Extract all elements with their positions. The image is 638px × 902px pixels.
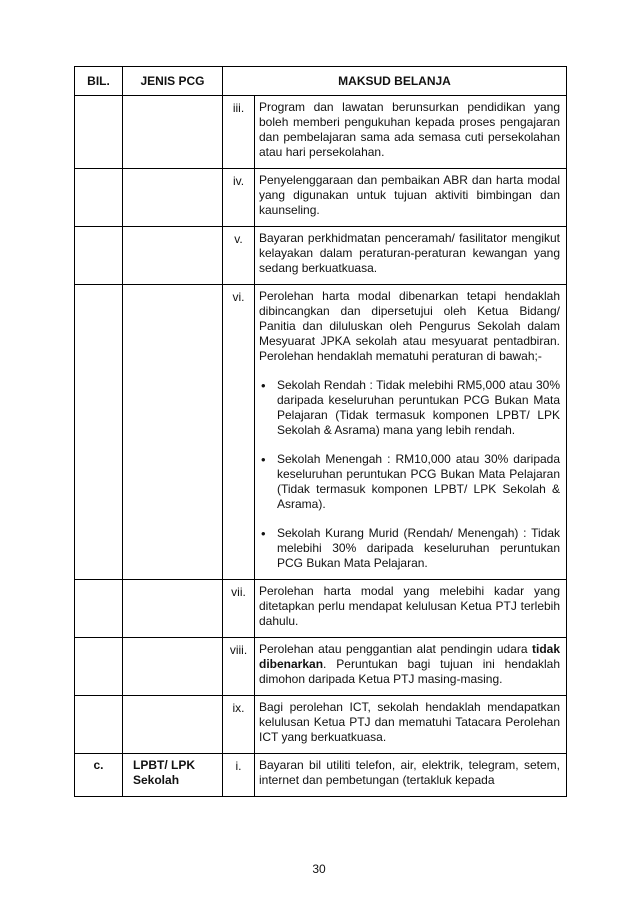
item-text: Program dan lawatan berunsurkan pendidikan yang boleh memberi pengukuhan kepada proses pengajaran dan pembelajaran sama ada semasa cuti persekolahan atau hari persekolahan. xyxy=(255,96,567,169)
empty-cell xyxy=(123,285,223,580)
item-number: i. xyxy=(223,754,255,797)
header-maksud-belanja: MAKSUD BELANJA xyxy=(223,67,567,96)
item-cell xyxy=(255,638,567,696)
table-row xyxy=(75,638,567,696)
table-row xyxy=(75,96,567,169)
item-text: Perolehan harta modal yang melebihi kadar yang ditetapkan perlu mendapat kelulusan Ketua PTJ terlebih dahulu. xyxy=(255,580,567,638)
table-row xyxy=(75,754,567,797)
table-row xyxy=(75,227,567,285)
item-number: v. xyxy=(223,227,255,285)
item-text: Bayaran bil utiliti telefon, air, elektrik, telegram, setem, internet dan pembetungan (tertakluk kepada xyxy=(255,754,567,797)
empty-cell xyxy=(75,285,123,580)
item-text: Penyelenggaraan dan pembaikan ABR dan harta modal yang digunakan untuk tujuan aktiviti bimbingan dan kaunseling. xyxy=(255,169,567,227)
item-text-bold: tidak dibenarkan xyxy=(259,642,561,671)
table-row xyxy=(75,285,567,580)
item-text: Perolehan harta modal dibenarkan tetapi hendaklah dibincangkan dan dipersetujui oleh Ketua Bidang/ Panitia dan diluluskan oleh Pengurus Sekolah dalam Mesyuarat JPKA sekolah atau mesyuarat pentadbiran. Perolehan hendaklah mematuhi peraturan di bawah;- xyxy=(259,289,561,363)
table-row xyxy=(75,696,567,754)
list-item: • Sekolah Kurang Murid (Rendah/ Menengah) : Tidak melebihi 30% daripada keseluruhan peruntukan PCG Bukan Mata Pelajaran. xyxy=(259,526,560,571)
item-number: viii. xyxy=(223,638,255,696)
table-row xyxy=(75,580,567,638)
empty-cell xyxy=(123,580,223,638)
expenditure-table xyxy=(74,66,567,797)
empty-cell xyxy=(123,227,223,285)
row-bil: c. xyxy=(75,754,123,797)
list-item: • Sekolah Rendah : Tidak melebihi RM5,000 atau 30% daripada keseluruhan peruntukan PCG Bukan Mata Pelajaran (Tidak termasuk komponen LPBT/ LPK Sekolah & Asrama) mana yang lebih rendah. xyxy=(259,378,560,438)
item-text-after: . Peruntukan bagi tujuan ini hendaklah dimohon daripada Ketua PTJ masing-masing. xyxy=(259,657,561,686)
item-text: Bayaran perkhidmatan penceramah/ fasilitator mengikut kelayakan dalam peraturan-peraturan kewangan yang sedang berkuatkuasa. xyxy=(255,227,567,285)
item-number: vi. xyxy=(223,285,255,580)
item-text: Bagi perolehan ICT, sekolah hendaklah mendapatkan kelulusan Ketua PTJ dan mematuhi Tatacara Perolehan ICT yang berkuatkuasa. xyxy=(255,696,567,754)
empty-cell xyxy=(123,96,223,169)
item-number: vii. xyxy=(223,580,255,638)
list-item: • Sekolah Menengah : RM10,000 atau 30% daripada keseluruhan peruntukan PCG Bukan Mata Pelajaran (Tidak termasuk komponen LPBT/ LPK Sekolah & Asrama). xyxy=(259,452,560,512)
bullet-list xyxy=(259,378,560,571)
empty-cell xyxy=(75,227,123,285)
row-jenis-pcg: LPBT/ LPK Sekolah xyxy=(123,754,223,797)
empty-cell xyxy=(75,580,123,638)
table-row xyxy=(75,169,567,227)
empty-cell xyxy=(123,696,223,754)
empty-cell xyxy=(75,638,123,696)
empty-cell xyxy=(75,696,123,754)
header-jenis-pcg: JENIS PCG xyxy=(123,67,223,96)
table-header-row xyxy=(75,67,567,96)
empty-cell xyxy=(123,638,223,696)
empty-cell xyxy=(123,169,223,227)
page-number: 30 xyxy=(312,862,326,876)
item-number: iv. xyxy=(223,169,255,227)
item-cell xyxy=(255,285,567,580)
item-number: ix. xyxy=(223,696,255,754)
header-bil: BIL. xyxy=(75,67,123,96)
empty-cell xyxy=(75,96,123,169)
empty-cell xyxy=(75,169,123,227)
item-number: iii. xyxy=(223,96,255,169)
item-text-before: Perolehan atau penggantian alat pendingin udara xyxy=(259,642,532,656)
